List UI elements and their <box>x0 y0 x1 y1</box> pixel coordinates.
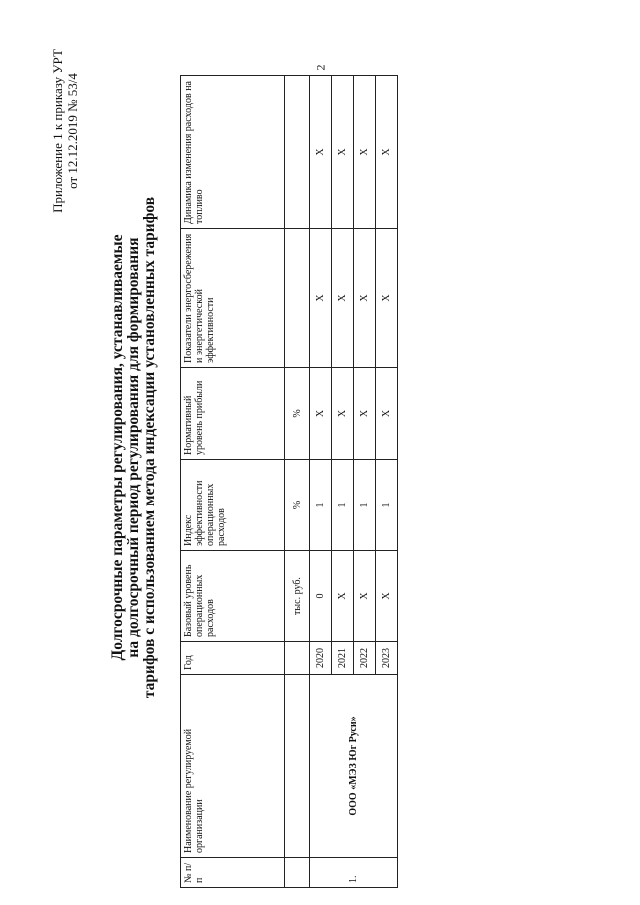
header-index: Индекс эффективности операционных расходов <box>181 460 285 551</box>
header-base: Базовый уровень операционных расходов <box>181 551 285 642</box>
header-energy: Показатели энергосбережения и энергетической эффективности <box>181 229 285 368</box>
cell-base: X <box>332 551 354 642</box>
cell-year: 2022 <box>354 642 376 675</box>
unit-base: тыс. руб. <box>285 551 310 642</box>
table-row <box>310 76 332 888</box>
cell-profit: X <box>310 368 332 460</box>
cell-energy: X <box>310 229 332 368</box>
approval-note <box>50 16 80 246</box>
cell-year: 2023 <box>376 642 398 675</box>
cell-profit: X <box>376 368 398 460</box>
table-unit-row <box>285 76 310 888</box>
unit-num <box>285 858 310 888</box>
cell-index: 1 <box>310 460 332 551</box>
cell-fuel: X <box>376 76 398 229</box>
header-year: Год <box>181 642 285 675</box>
header-profit: Нормативный уровень прибыли <box>181 368 285 460</box>
cell-fuel: X <box>310 76 332 229</box>
header-num: № п/п <box>181 858 285 888</box>
unit-org <box>285 675 310 858</box>
organization-name: ООО «МЭЗ Юг Руси» <box>310 675 398 858</box>
cell-profit: X <box>332 368 354 460</box>
cell-base: 0 <box>310 551 332 642</box>
unit-index: % <box>285 460 310 551</box>
unit-energy <box>285 229 310 368</box>
cell-base: X <box>376 551 398 642</box>
heading-line-1: Долгосрочные параметры регулирования, устанавливаемые <box>109 234 126 661</box>
header-fuel: Динамика изменения расходов на топливо <box>181 76 285 229</box>
cell-index: 1 <box>354 460 376 551</box>
document-heading <box>110 50 158 845</box>
heading-line-3: тарифов с использованием метода индексации установленных тарифов <box>141 196 158 699</box>
cell-index: 1 <box>332 460 354 551</box>
header-org: Наименование регулируемой организации <box>181 675 285 858</box>
parameters-table <box>180 75 398 888</box>
cell-year: 2020 <box>310 642 332 675</box>
cell-energy: X <box>354 229 376 368</box>
unit-fuel <box>285 76 310 229</box>
unit-profit: % <box>285 368 310 460</box>
cell-fuel: X <box>354 76 376 229</box>
row-number: 1. <box>310 858 398 888</box>
cell-energy: X <box>332 229 354 368</box>
table-header-row <box>181 76 285 888</box>
cell-base: X <box>354 551 376 642</box>
page-number: 2 <box>313 64 328 71</box>
cell-energy: X <box>376 229 398 368</box>
approval-line-2: от 12.12.2019 № 53/4 <box>65 73 80 189</box>
cell-year: 2021 <box>332 642 354 675</box>
heading-line-2: на долгосрочный период регулирования для формирования <box>125 237 142 658</box>
cell-index: 1 <box>376 460 398 551</box>
cell-fuel: X <box>332 76 354 229</box>
cell-profit: X <box>354 368 376 460</box>
unit-year <box>285 642 310 675</box>
approval-line-1: Приложение 1 к приказу УРТ <box>50 49 65 213</box>
